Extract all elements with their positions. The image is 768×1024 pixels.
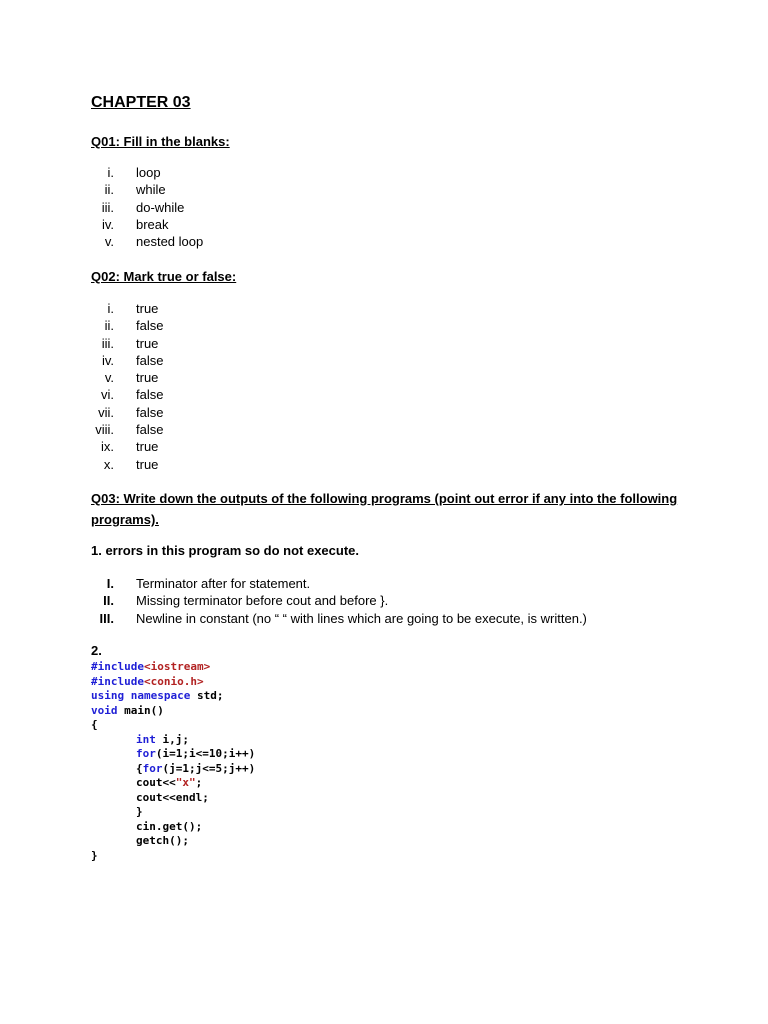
code-text: cout<<: [136, 776, 176, 789]
item-text: do-while: [136, 199, 185, 215]
code-keyword: for: [136, 747, 156, 760]
code-text: ;: [195, 776, 203, 789]
code-line: [91, 762, 255, 777]
list-item: [80, 300, 163, 317]
item-number: i.: [107, 301, 114, 316]
list-item: [80, 164, 203, 181]
item-number: III.: [99, 610, 114, 626]
code-text: (j=1;j<=5;j++): [162, 761, 256, 775]
item-number: x.: [103, 456, 114, 472]
item-number: ii.: [104, 318, 114, 334]
code-line: [91, 805, 255, 820]
q01-heading: Q01: Fill in the blanks:: [91, 134, 230, 149]
item-text: loop: [136, 165, 161, 180]
item-text: false: [136, 352, 164, 368]
code-line: [91, 849, 255, 864]
code-line: [91, 834, 255, 849]
code-line: [91, 733, 255, 748]
item-text: true: [136, 301, 159, 316]
item-text: while: [136, 182, 166, 198]
q01-list: [80, 164, 203, 250]
item-number: v.: [104, 234, 114, 250]
code-listing: [91, 660, 255, 863]
code-keyword: namespace: [130, 689, 191, 702]
code-line: [91, 689, 255, 704]
item-text: Missing terminator before cout and before }.: [136, 593, 389, 609]
code-string: "x": [175, 776, 196, 789]
code-text: }: [136, 805, 143, 818]
list-item: [80, 610, 587, 627]
item-number: iii.: [101, 199, 114, 215]
code-keyword: int: [136, 732, 156, 746]
item-number: iii.: [101, 335, 114, 351]
item-text: Terminator after for statement.: [136, 576, 311, 591]
code-directive: #include: [91, 660, 144, 673]
code-keyword: using: [91, 689, 125, 702]
code-header: <iostream>: [143, 660, 211, 673]
item-number: I.: [106, 576, 114, 591]
item-number: vii.: [98, 404, 114, 420]
list-item: [80, 404, 163, 421]
q03-heading-line2: programs).: [91, 512, 159, 527]
item-number: ix.: [101, 439, 114, 455]
code-line: [91, 776, 255, 791]
code-text: i,j;: [155, 732, 189, 746]
code-text: cin.get();: [136, 819, 203, 833]
code-text: (i=1;i<=10;i++): [155, 747, 256, 760]
code-keyword: void: [91, 703, 118, 717]
item-text: false: [136, 318, 164, 334]
list-item: [80, 335, 163, 352]
code-header: <conio.h>: [143, 674, 204, 688]
list-item: [80, 233, 203, 250]
item-text: false: [136, 404, 164, 420]
list-item: [80, 421, 163, 438]
code-line: [91, 747, 255, 762]
q03-errors-list: [80, 575, 587, 627]
item-text: Newline in constant (no “ “ with lines which are going to be execute, is written.): [136, 610, 587, 626]
item-text: true: [136, 335, 159, 351]
item-number: vi.: [101, 387, 114, 403]
code-line: [91, 791, 255, 806]
code-line: [91, 675, 255, 690]
item-text: nested loop: [136, 234, 204, 250]
item-number: v.: [104, 370, 114, 386]
list-item: [80, 317, 163, 334]
code-text: {: [91, 718, 98, 731]
item-number: II.: [103, 593, 114, 609]
q02-heading: Q02: Mark true or false:: [91, 269, 237, 284]
code-line: [91, 660, 255, 675]
item-number: iv.: [101, 216, 114, 232]
code-text: {: [136, 761, 143, 775]
code-text: main(): [117, 703, 164, 717]
item-number: viii.: [95, 422, 114, 438]
q03-item1-label: 1. errors in this program so do not execute.: [91, 543, 360, 558]
list-item: [80, 352, 163, 369]
list-item: [80, 386, 163, 403]
code-line: [91, 718, 255, 733]
q03-heading-line1: Q03: Write down the outputs of the following programs (point out error if any into the following: [91, 491, 678, 506]
list-item: [80, 181, 203, 198]
code-line: [91, 820, 255, 835]
list-item: [80, 456, 163, 473]
code-directive: #include: [91, 674, 144, 688]
item-number: iv.: [101, 352, 114, 368]
code-text: std;: [190, 689, 224, 702]
q02-list: [80, 300, 163, 473]
list-item: [80, 438, 163, 455]
list-item: [80, 216, 203, 233]
item-text: false: [136, 387, 164, 403]
list-item: [80, 369, 163, 386]
item-text: true: [136, 439, 159, 455]
item-text: true: [136, 370, 159, 386]
code-text: }: [91, 848, 98, 862]
chapter-title: CHAPTER 03: [91, 94, 191, 111]
q03-item2-label: 2.: [91, 643, 102, 658]
code-keyword: for: [142, 761, 163, 775]
q03-heading: [91, 488, 677, 530]
code-text: getch();: [136, 834, 189, 847]
item-text: true: [136, 456, 159, 472]
code-line: [91, 704, 255, 719]
list-item: [80, 575, 587, 592]
item-text: break: [136, 216, 169, 232]
code-text: cout<<endl;: [136, 790, 209, 804]
item-text: false: [136, 422, 164, 438]
item-number: i.: [107, 165, 114, 180]
list-item: [80, 592, 587, 609]
list-item: [80, 199, 203, 216]
item-number: ii.: [104, 182, 114, 198]
